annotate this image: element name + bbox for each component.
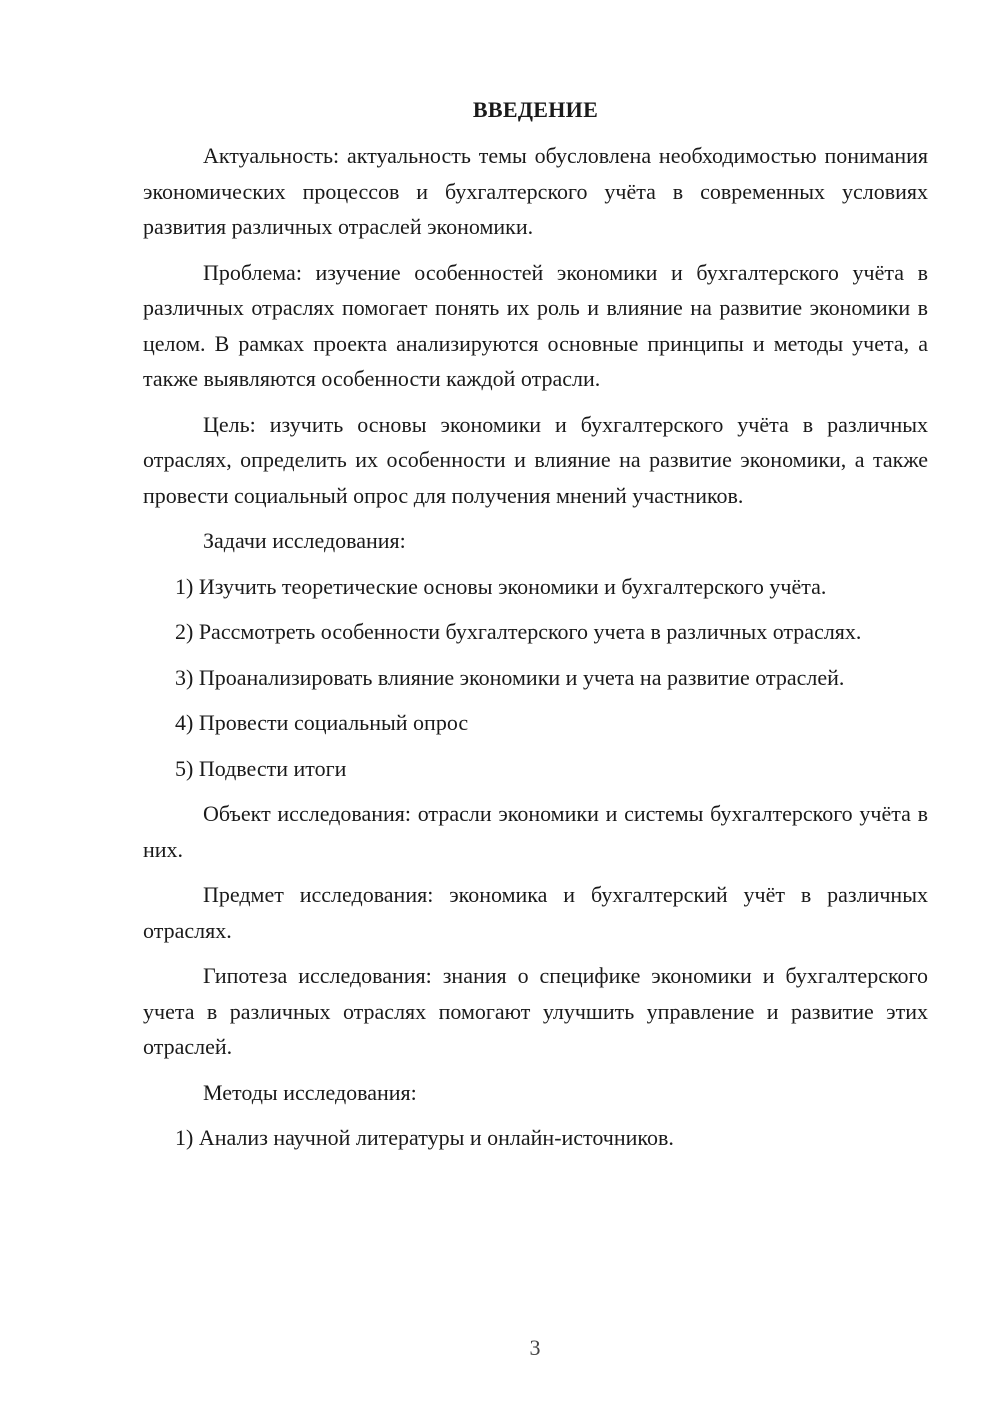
section-title: ВВЕДЕНИЕ — [472, 97, 599, 122]
paragraph-subject: Предмет исследования: экономика и бухгалтерский учёт в различных отраслях. — [143, 882, 928, 943]
paragraph-object: Объект исследования: отрасли экономики и системы бухгалтерского учёта в них. — [143, 801, 928, 862]
paragraph-hypothesis: Гипотеза исследования: знания о специфике экономики и бухгалтерского учета в различных отраслях помогают улучшить управление и развитие этих отраслей. — [143, 963, 928, 1059]
page-number: 3 — [529, 1335, 541, 1360]
task-item: 4) Провести социальный опрос — [175, 710, 469, 735]
document-body — [143, 92, 928, 1166]
paragraph-goal: Цель: изучить основы экономики и бухгалтерского учёта в различных отраслях, определить их особенности и влияние на развитие экономики, а также провести социальный опрос для получения мнений участников. — [143, 411, 928, 508]
paragraph-methods-heading: Методы исследования: — [203, 1079, 417, 1105]
task-item: 3) Проанализировать влияние экономики и учета на развитие отраслей. — [175, 664, 845, 690]
task-item: 1) Изучить теоретические основы экономики и бухгалтерского учёта. — [175, 573, 827, 599]
task-item: 5) Подвести итоги — [175, 755, 347, 781]
paragraph-tasks-heading: Задачи исследования: — [203, 528, 406, 553]
method-item: 1) Анализ научной литературы и онлайн-источников. — [175, 1125, 674, 1150]
paragraph-relevance: Актуальность: актуальность темы обусловлена необходимостью понимания экономических процессов и бухгалтерского учёта в современных условиях развития различных отраслей экономики. — [143, 143, 928, 239]
task-item: 2) Рассмотреть особенности бухгалтерского учета в различных отраслях. — [175, 619, 862, 644]
paragraph-problem: Проблема: изучение особенностей экономики и бухгалтерского учёта в различных отраслях помогает понять их роль и влияние на развитие экономики в целом. В рамках проекта анализируются основные принципы и методы учета, а также выявляются особенности каждой отрасли. — [143, 259, 928, 391]
